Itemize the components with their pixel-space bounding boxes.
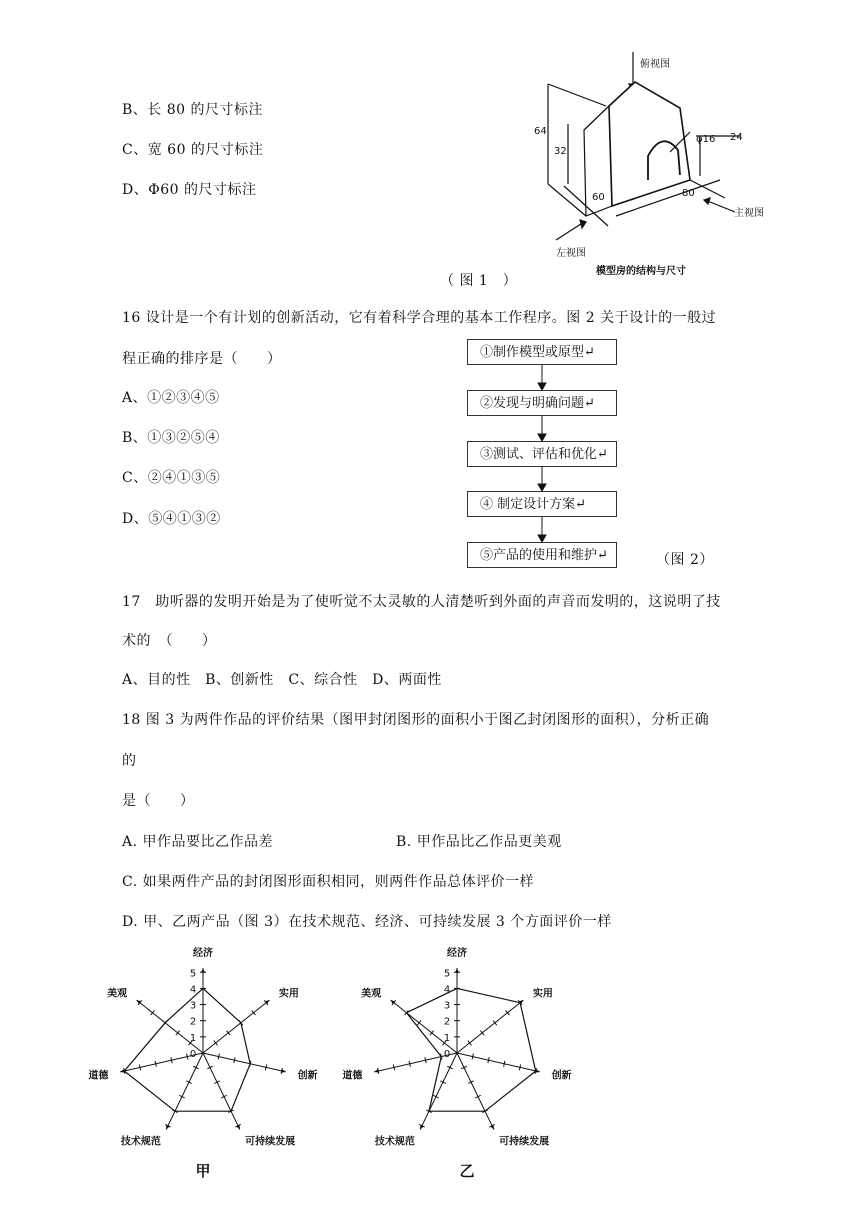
series-polygon	[407, 988, 536, 1111]
axis-label: 实用	[278, 988, 299, 1000]
q15-option-d: D、Φ60 的尺寸标注	[122, 182, 257, 198]
drawing-title: 模型房的结构与尺寸	[596, 266, 686, 277]
axis-label: 经济	[447, 948, 467, 959]
q16-option-c: C、②④①③⑤	[122, 470, 221, 486]
axis-label: 经济	[193, 948, 213, 959]
chart-title: 乙	[459, 1162, 475, 1180]
q18-stem-line2: 的	[122, 753, 137, 769]
q16-stem-line1: 16 设计是一个有计划的创新活动，它有着科学合理的基本工作程序。图 2 关于设计的一般过	[122, 310, 717, 326]
axis-line	[203, 1053, 240, 1130]
scale-label: 3	[443, 1000, 451, 1012]
axis-line	[420, 1053, 457, 1130]
axis-line	[166, 1053, 203, 1130]
q17-stem-line1: 17 助听器的发明开始是为了使听觉不太灵敏的人清楚听到外面的声音而发明的，这说明了技	[122, 594, 721, 610]
scale-label: 5	[443, 968, 451, 980]
q18-option-d: D. 甲、乙两产品（图 3）在技术规范、经济、可持续发展 3 个方面评价一样	[122, 914, 612, 930]
axis-tick	[488, 1057, 489, 1063]
axis-label: 创新	[297, 1070, 318, 1082]
model-house-drawing	[520, 50, 780, 280]
chart-title: 甲	[195, 1162, 211, 1180]
flow-step-4: ④ 制定设计方案↵	[467, 491, 617, 517]
axis-tick	[393, 1064, 394, 1070]
flow-step-3: ③测试、评估和优化↵	[467, 441, 617, 467]
axis-line	[457, 1053, 494, 1130]
axis-tick	[187, 1054, 188, 1060]
scale-label: 5	[189, 968, 197, 980]
q15-option-b: B、长 80 的尺寸标注	[122, 102, 264, 118]
q18-option-c: C. 如果两件产品的封闭图形面积相同，则两件作品总体评价一样	[122, 874, 535, 890]
q18-option-b: B. 甲作品比乙作品更美观	[396, 834, 562, 850]
dim-phi16: φ16	[696, 134, 716, 145]
q16-option-a: A、①②③④⑤	[122, 390, 220, 406]
q18-stem-line1: 18 图 3 为两件作品的评价结果（图甲封闭图形的面积小于图乙封闭图形的面积），分析正确	[122, 712, 710, 728]
q18-option-a: A. 甲作品要比乙作品差	[122, 834, 274, 850]
axis-label: 技术规范	[120, 1136, 161, 1148]
axis-label: 实用	[532, 988, 553, 1000]
q16-stem-line2: 程正确的排序是（ ）	[122, 351, 282, 367]
axis-label: 可持续发展	[245, 1136, 296, 1148]
left-view-label: 左视图	[556, 248, 586, 259]
q17-stem-line2: 术的 （ ）	[122, 633, 217, 649]
scale-label: 0	[189, 1049, 197, 1060]
flow-step-2: ②发现与明确问题↵	[467, 390, 617, 416]
q17-options: A、目的性 B、创新性 C、综合性 D、两面性	[122, 672, 442, 688]
scale-label: 1	[189, 1032, 197, 1044]
radar-chart-jia	[78, 950, 338, 1190]
scale-label: 2	[443, 1016, 451, 1028]
scale-label: 0	[443, 1049, 451, 1060]
axis-tick	[519, 1064, 520, 1070]
axis-tick	[155, 1061, 156, 1067]
dim-64: 64	[534, 126, 547, 137]
axis-tick	[504, 1061, 505, 1067]
axis-tick	[281, 1068, 282, 1074]
dim-24: 24	[730, 132, 743, 143]
axis-tick	[139, 1064, 140, 1070]
axis-tick	[378, 1068, 379, 1074]
scale-label: 1	[443, 1032, 451, 1044]
axis-label: 技术规范	[374, 1136, 415, 1148]
axis-label: 创新	[551, 1070, 572, 1082]
q16-option-d: D、⑤④①③②	[122, 511, 221, 527]
axis-line	[203, 1000, 269, 1053]
front-view-label: 主视图	[734, 208, 764, 219]
axis-line	[457, 1000, 523, 1053]
axis-label: 美观	[361, 988, 382, 1000]
q18-stem-line3: 是（ ）	[122, 793, 195, 809]
dim-80: 80	[682, 188, 695, 199]
scale-label: 3	[189, 1000, 197, 1012]
dim-32: 32	[554, 146, 567, 157]
top-view-label: 俯视图	[640, 59, 670, 70]
figure-2-caption: （图 2）	[656, 552, 714, 568]
scale-label: 4	[443, 984, 451, 996]
scale-label: 2	[189, 1016, 197, 1028]
axis-tick	[472, 1054, 473, 1060]
dim-60: 60	[592, 192, 605, 203]
axis-tick	[218, 1054, 219, 1060]
axis-label: 可持续发展	[499, 1136, 550, 1148]
axis-line	[203, 1053, 286, 1072]
axis-label: 美观	[107, 988, 128, 1000]
axis-tick	[234, 1057, 235, 1063]
axis-label: 道德	[342, 1070, 363, 1082]
flow-step-5: ⑤产品的使用和维护↵	[467, 542, 617, 568]
flow-arrows	[532, 365, 552, 595]
q15-option-c: C、宽 60 的尺寸标注	[122, 142, 264, 158]
flow-step-1: ①制作模型或原型↵	[467, 339, 617, 365]
series-polygon	[124, 988, 250, 1111]
axis-label: 道德	[88, 1070, 109, 1082]
axis-tick	[171, 1057, 172, 1063]
axis-tick	[265, 1064, 266, 1070]
figure-1-caption: （ 图 1 ）	[440, 273, 518, 289]
q16-option-b: B、①③②⑤④	[122, 430, 220, 446]
axis-tick	[409, 1061, 410, 1067]
radar-chart-yi	[332, 950, 592, 1190]
scale-label: 4	[189, 984, 197, 996]
axis-tick	[425, 1057, 426, 1063]
axis-line	[457, 1053, 540, 1072]
